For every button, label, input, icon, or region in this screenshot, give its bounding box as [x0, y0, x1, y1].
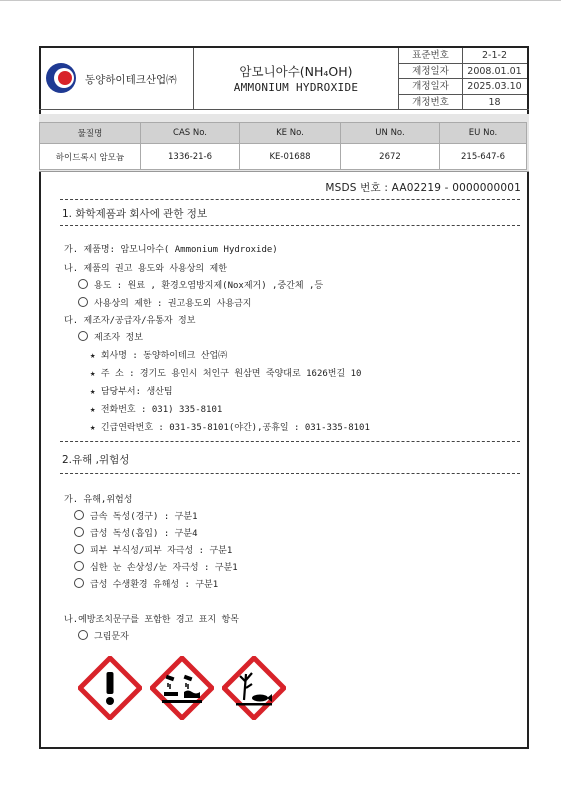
identification-table: [39, 122, 527, 170]
cell-un-no: 2672: [341, 144, 440, 170]
cell-substance-name: 하이드록시 암모늄: [40, 144, 141, 170]
circle-bullet-icon: [78, 297, 88, 307]
circle-bullet-icon: [74, 561, 84, 571]
list-item: 금속 독성(경구) : 구분1: [74, 509, 197, 522]
section-1-title: 1. 화학제품과 회사에 관한 정보: [62, 208, 208, 220]
document-header: [39, 46, 529, 110]
list-item: ★ 담당부서: 생산팀: [90, 387, 173, 397]
col-header: 물질명: [40, 123, 141, 144]
list-item: 급성 수생환경 유해성 : 구분1: [74, 577, 218, 590]
cell-cas-no: 1336-21-6: [141, 144, 240, 170]
section-2-title: 2.유해 ,위험성: [62, 454, 130, 466]
meta-row: [399, 64, 527, 80]
list-item: ★ 긴급연락번호 : 031-35-8101(야간),공휴일 : 031-335-8101: [90, 423, 370, 433]
list-item: ★ 전화번호 : 031) 335-8101: [90, 405, 223, 415]
environment-icon: [222, 656, 286, 720]
identification-band: [39, 114, 529, 172]
msds-number: MSDS 번호 : AA02219 - 0000000001: [325, 182, 521, 194]
circle-bullet-icon: [78, 630, 88, 640]
meta-value: 18: [488, 96, 501, 108]
logo-cell: [39, 48, 194, 110]
circle-bullet-icon: [78, 279, 88, 289]
meta-label: 개정일자: [399, 79, 463, 94]
cell-ke-no: KE-01688: [240, 144, 341, 170]
title-cell: [194, 48, 399, 110]
company-name: 동양하이테크산업㈜: [85, 74, 177, 86]
title-english: AMMONIUM HYDROXIDE: [233, 81, 359, 94]
meta-label: 제정일자: [399, 64, 463, 79]
circle-bullet-icon: [74, 578, 84, 588]
exclamation-icon: [78, 656, 142, 720]
meta-value: 2-1-2: [482, 50, 507, 61]
col-header: KE No.: [240, 123, 341, 144]
meta-row: [399, 95, 527, 111]
list-item: 사용상의 제한 : 권고용도외 사용금지: [78, 296, 252, 309]
list-item: 피부 부식성/피부 자극성 : 구분1: [74, 543, 232, 556]
meta-value: 2008.01.01: [467, 65, 522, 77]
circle-bullet-icon: [74, 544, 84, 554]
section-2-label-heading: 나.예방조치문구를 포함한 경고 표지 항목: [64, 615, 239, 625]
title-korean: 암모니아수(NH₄OH): [239, 64, 353, 79]
divider: [60, 225, 520, 226]
section-1-product-name: 가. 제품명: 암모니아수( Ammonium Hydroxide): [64, 245, 278, 255]
meta-row: [399, 48, 527, 64]
circle-bullet-icon: [74, 527, 84, 537]
corrosion-icon: [150, 656, 214, 720]
col-header: CAS No.: [141, 123, 240, 144]
col-header: UN No.: [341, 123, 440, 144]
list-item: 급성 독성(흡입) : 구분4: [74, 526, 197, 539]
list-item: 용도 : 원료 , 환경오염방지제(Nox제거) ,중간체 ,등: [78, 278, 323, 291]
list-item: 그림문자: [78, 629, 129, 642]
top-border: [0, 0, 561, 1]
list-item: ★ 주 소 : 경기도 용인시 처인구 원삼면 죽양대로 1626번길 10: [90, 369, 362, 379]
section-2-hazard-heading: 가. 유해,위험성: [64, 495, 133, 505]
divider: [60, 441, 520, 442]
cell-eu-no: 215-647-6: [440, 144, 527, 170]
section-1-usage-heading: 나. 제품의 권고 용도와 사용상의 제한: [64, 264, 227, 274]
company-logo-icon: [45, 62, 77, 94]
circle-bullet-icon: [74, 510, 84, 520]
meta-value: 2025.03.10: [467, 81, 522, 92]
meta-label: 표준번호: [399, 48, 463, 63]
meta-row: [399, 79, 527, 95]
section-1-supplier-heading: 다. 제조자/공급자/유통자 정보: [64, 316, 196, 326]
list-item: ★ 회사명 : 동양하이테크 산업㈜: [90, 351, 228, 361]
circle-bullet-icon: [78, 331, 88, 341]
divider: [60, 473, 520, 474]
divider: [60, 199, 520, 200]
meta-label: 개정번호: [399, 95, 463, 111]
document-meta: [399, 48, 527, 110]
list-item: 심한 눈 손상성/눈 자극성 : 구분1: [74, 560, 238, 573]
list-item: 제조자 정보: [78, 330, 143, 343]
col-header: EU No.: [440, 123, 527, 144]
